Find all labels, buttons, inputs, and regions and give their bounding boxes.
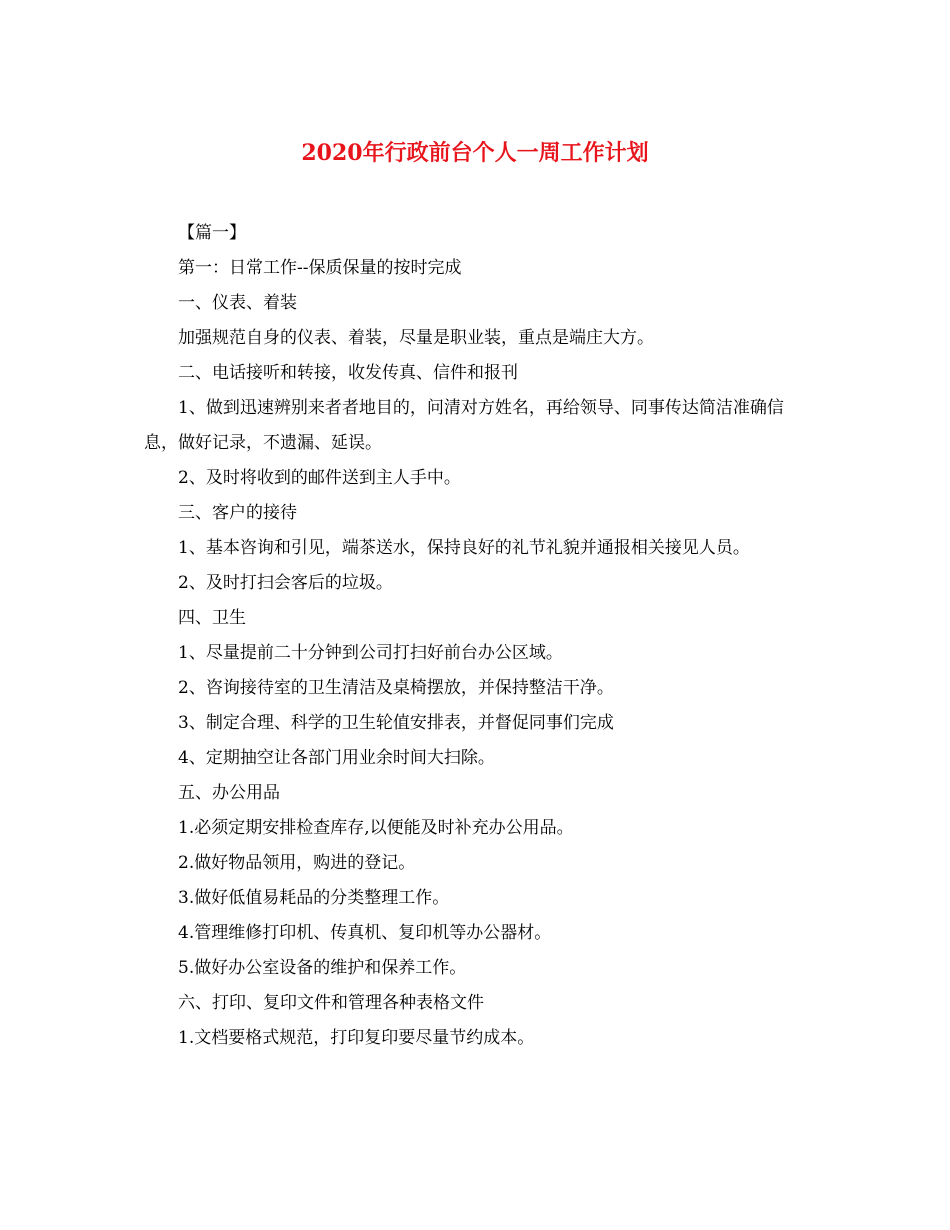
paragraph: 三、客户的接待 (178, 503, 297, 523)
paragraph: 四、卫生 (178, 608, 246, 628)
paragraph: 1.文档要格式规范，打印复印要尽量节约成本。 (178, 1028, 535, 1048)
paragraph: 4、定期抽空让各部门用业余时间大扫除。 (178, 748, 495, 768)
paragraph: 1、基本咨询和引见，端茶送水，保持良好的礼节礼貌并通报相关接见人员。 (178, 538, 750, 558)
paragraph: 1.必须定期安排检查库存,以便能及时补充办公用品。 (178, 818, 574, 838)
document-title: 2020年行政前台个人一周工作计划 (301, 140, 649, 166)
paragraph: 1、尽量提前二十分钟到公司打扫好前台办公区域。 (178, 643, 563, 663)
paragraph: 2、咨询接待室的卫生清洁及桌椅摆放，并保持整洁干净。 (178, 678, 614, 698)
paragraph: 2、及时打扫会客后的垃圾。 (178, 573, 393, 593)
paragraph: 2.做好物品领用，购进的登记。 (178, 853, 416, 873)
paragraph: 【篇一】 (178, 223, 246, 243)
paragraph: 加强规范自身的仪表、着装，尽量是职业装，重点是端庄大方。 (178, 328, 654, 348)
paragraph: 3.做好低值易耗品的分类整理工作。 (178, 888, 450, 908)
paragraph: 第一：日常工作--保质保量的按时完成 (178, 258, 462, 278)
document-body (144, 216, 810, 1056)
paragraph: 二、电话接听和转接，收发传真、信件和报刊 (178, 363, 518, 383)
paragraph: 2、及时将收到的邮件送到主人手中。 (178, 468, 461, 488)
paragraph: 六、打印、复印文件和管理各种表格文件 (178, 993, 484, 1013)
paragraph: 4.管理维修打印机、传真机、复印机等办公器材。 (178, 923, 552, 943)
paragraph: 一、仪表、着装 (178, 293, 297, 313)
paragraph: 5.做好办公室设备的维护和保养工作。 (178, 958, 467, 978)
paragraph: 3、制定合理、科学的卫生轮值安排表，并督促同事们完成 (178, 713, 614, 733)
paragraph: 1、做到迅速辨别来者者地目的，问清对方姓名，再给领导、同事传达简洁准确信息，做好记录，不遗漏、延误。 (144, 398, 784, 453)
paragraph: 五、办公用品 (178, 783, 280, 803)
